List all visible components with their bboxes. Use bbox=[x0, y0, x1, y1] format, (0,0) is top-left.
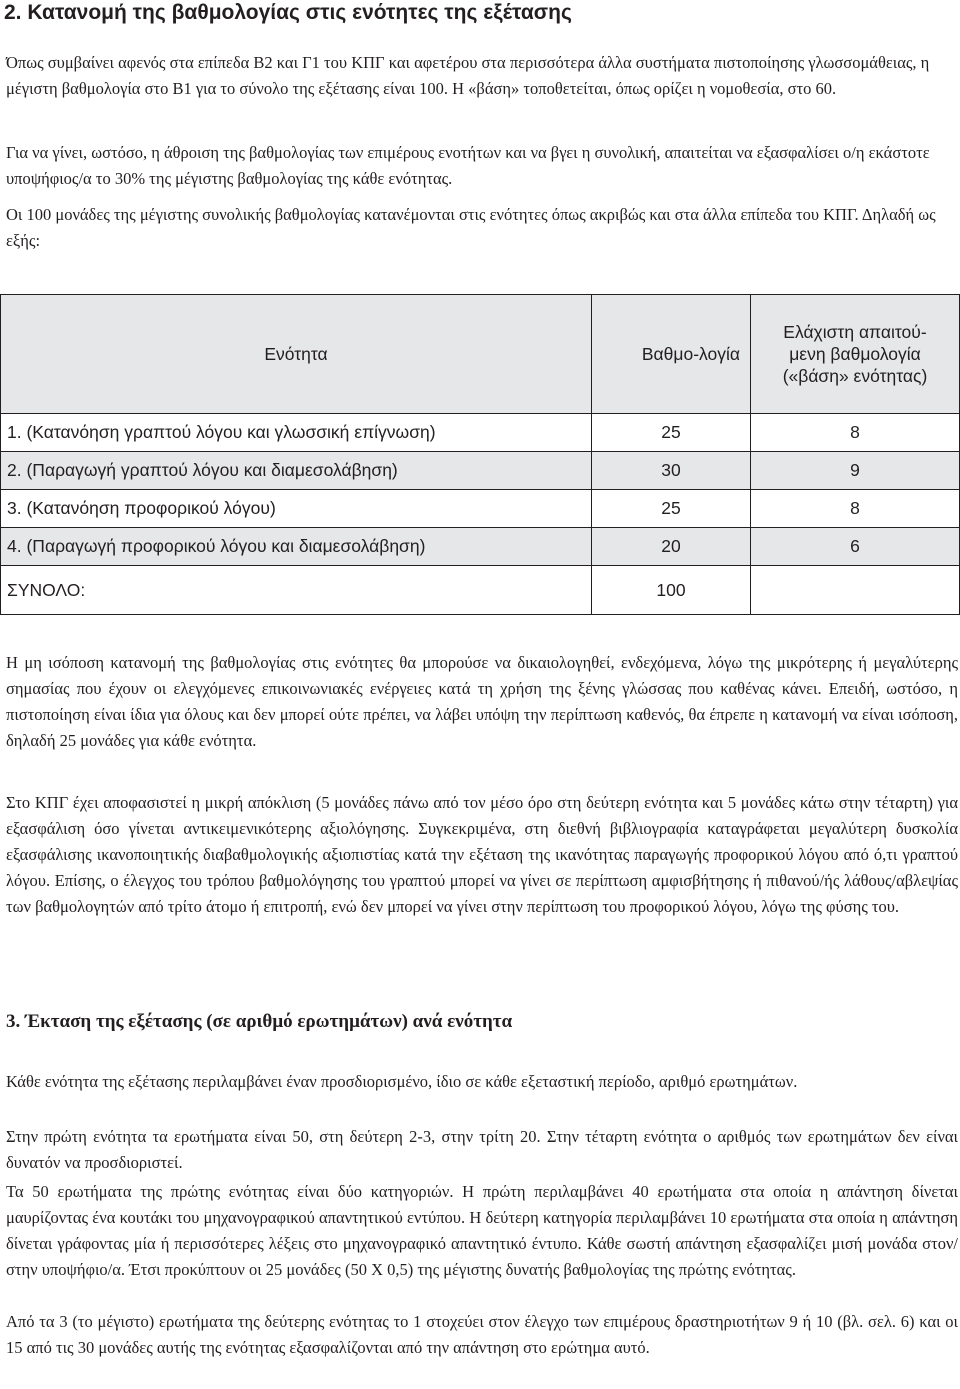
header-score: Βαθμο-λογία bbox=[592, 295, 751, 414]
paragraph: Στο ΚΠΓ έχει αποφασιστεί η μικρή απόκλιση (5 μονάδες πάνω από τον μέσο όρο στη δεύτερη ενότητα και 5 μονάδες κάτω στην τέταρτη) για εξασφάλιση όσο γίνεται αντικειμενικότερης αξιολόγησης. Συγκεκριμένα, στη διεθνή βιβλιογραφία καταγράφεται μεγαλύτερη δυσκολία εξασφάλισης ικανοποιητικής διαβαθμολογικής αξιοπιστίας κατά την εξέταση της ικανότητας παραγωγής προφορικού λόγου από ό,τι γραπτού λόγου. Επίσης, ο έλεγχος του τρόπου βαθμολόγησης του γραπτού μπορεί να γίνει σε περίπτωση αμφισβήτησης ή πιθανού/ής λάθους/αβλεψίας των βαθμολογητών από τρίτο άτομο ή επιτροπή, ενώ δεν μπορεί να γίνει στην περίπτωση του προφορικού λόγου, λόγω της φύσης του. bbox=[6, 793, 958, 916]
total-score: 100 bbox=[592, 566, 751, 615]
header-minimum-line: Ελάχιστη απαιτού- bbox=[783, 322, 927, 342]
row-number: 4. bbox=[7, 536, 22, 556]
row-section bbox=[1, 414, 592, 452]
row-number: 2. bbox=[7, 460, 22, 480]
row-minimum: 8 bbox=[751, 490, 960, 528]
header-minimum-line: («βάση» ενότητας) bbox=[782, 366, 928, 386]
row-label: (Κατανόηση γραπτού λόγου και γλωσσική επίγνωση) bbox=[26, 422, 436, 442]
header-section: Ενότητα bbox=[1, 295, 592, 414]
paragraph: Τα 50 ερωτήματα της πρώτης ενότητας είναι δύο κατηγοριών. Η πρώτη περιλαμβάνει 40 ερωτήματα στα οποία η απάντηση δίνεται μαυρίζοντας ένα κουτάκι του μηχανογραφικού απαντητικού εντύπου. Η δεύτερη κατηγορία περιλαμβάνει 10 ερωτήματα στα οποία η απάντηση δίνεται γράφοντας μία ή περισσότερες λέξεις στο μηχανογραφικό απαντητικό έντυπο. Κάθε σωστή απάντηση εξασφαλίζει μισή μονάδα στον/στην υποψήφιο/α. Έτσι προκύπτουν οι 25 μονάδες (50 Χ 0,5) της μέγιστης δυνατής βαθμολογίας της πρώτης ενότητας. bbox=[6, 1182, 958, 1279]
row-label: (Κατανόηση προφορικού λόγου) bbox=[26, 498, 276, 518]
row-score: 30 bbox=[592, 452, 751, 490]
row-minimum: 9 bbox=[751, 452, 960, 490]
paragraph: Όπως συμβαίνει αφενός στα επίπεδα Β2 και Γ1 του ΚΠΓ και αφετέρου στα περισσότερα άλλα συστήματα πιστοποίησης γλωσσομάθειας, η μέγιστη βαθμολογία στο Β1 για το σύνολο της εξέτασης είναι 100. Η «βάση» τοποθετείται, όπως ορίζει η νομοθεσία, στο 60. bbox=[6, 53, 930, 98]
table-header-row bbox=[1, 295, 960, 414]
paragraph: Κάθε ενότητα της εξέτασης περιλαμβάνει έναν προσδιορισμένο, ίδιο σε κάθε εξεταστική περίοδο, αριθμό ερωτημάτων. bbox=[6, 1072, 798, 1091]
paragraph: Για να γίνει, ωστόσο, η άθροιση της βαθμολογίας των επιμέρους ενοτήτων και να βγει η συνολική, απαιτείται να εξασφαλίσει ο/η εκάστοτε υποψήφιος/α το 30% της μέγιστης βαθμολογίας της κάθε ενότητας. bbox=[6, 143, 930, 188]
row-score: 25 bbox=[592, 490, 751, 528]
row-section bbox=[1, 528, 592, 566]
row-minimum: 8 bbox=[751, 414, 960, 452]
paragraph: Από τα 3 (το μέγιστο) ερωτήματα της δεύτερης ενότητας το 1 στοχεύει στον έλεγχο των επιμέρους δραστηριοτήτων 9 ή 10 (βλ. σελ. 6) και οι 15 από τις 30 μονάδες αυτής της ενότητας εξασφαλίζονται από την απάντηση στο ερώτημα αυτό. bbox=[6, 1312, 958, 1357]
score-distribution-table bbox=[0, 294, 960, 615]
header-minimum-score bbox=[751, 295, 960, 414]
paragraph: Στην πρώτη ενότητα τα ερωτήματα είναι 50, στη δεύτερη 2-3, στην τρίτη 20. Στην τέταρτη ενότητα ο αριθμός των ερωτημάτων δεν είναι δυνατόν να προσδιοριστεί. bbox=[6, 1127, 958, 1172]
table-total-row bbox=[1, 566, 960, 615]
table-row bbox=[1, 452, 960, 490]
table-row bbox=[1, 414, 960, 452]
section-3-heading: 3. Έκταση της εξέτασης (σε αριθμό ερωτημάτων) ανά ενότητα bbox=[6, 1011, 513, 1032]
row-score: 20 bbox=[592, 528, 751, 566]
row-minimum: 6 bbox=[751, 528, 960, 566]
row-label: (Παραγωγή γραπτού λόγου και διαμεσολάβηση) bbox=[26, 460, 398, 480]
row-number: 1. bbox=[7, 422, 22, 442]
row-section bbox=[1, 490, 592, 528]
table-row bbox=[1, 490, 960, 528]
row-section bbox=[1, 452, 592, 490]
row-label: (Παραγωγή προφορικού λόγου και διαμεσολάβηση) bbox=[26, 536, 426, 556]
row-number: 3. bbox=[7, 498, 22, 518]
paragraph: Η μη ισόποση κατανομή της βαθμολογίας στις ενότητες θα μπορούσε να δικαιολογηθεί, ενδεχόμενα, λόγω της μικρότερης ή μεγαλύτερης σημασίας που έχουν οι ελεγχόμενες επικοινωνιακές ενέργειες κατά τη χρήση της ξένης γλώσσας που καθένας κάνει. Επειδή, ωστόσο, η πιστοποίηση είναι ίδια για όλους και δεν μπορεί ούτε πρέπει, να λάβει υπόψη την περίπτωση καθενός, θα έπρεπε η κατανομή να είναι ισόποση, δηλαδή 25 μονάδες για κάθε ενότητα. bbox=[6, 653, 958, 750]
row-score: 25 bbox=[592, 414, 751, 452]
total-minimum bbox=[751, 566, 960, 615]
table-row bbox=[1, 528, 960, 566]
section-2-heading: 2. Κατανομή της βαθμολογίας στις ενότητες της εξέτασης bbox=[4, 1, 572, 24]
header-minimum-line: μενη βαθμολογία bbox=[789, 344, 921, 364]
paragraph: Οι 100 μονάδες της μέγιστης συνολικής βαθμολογίας κατανέμονται στις ενότητες όπως ακριβώς και στα άλλα επίπεδα του ΚΠΓ. Δηλαδή ως εξής: bbox=[6, 205, 936, 250]
total-label: ΣΥΝΟΛΟ: bbox=[1, 566, 592, 615]
